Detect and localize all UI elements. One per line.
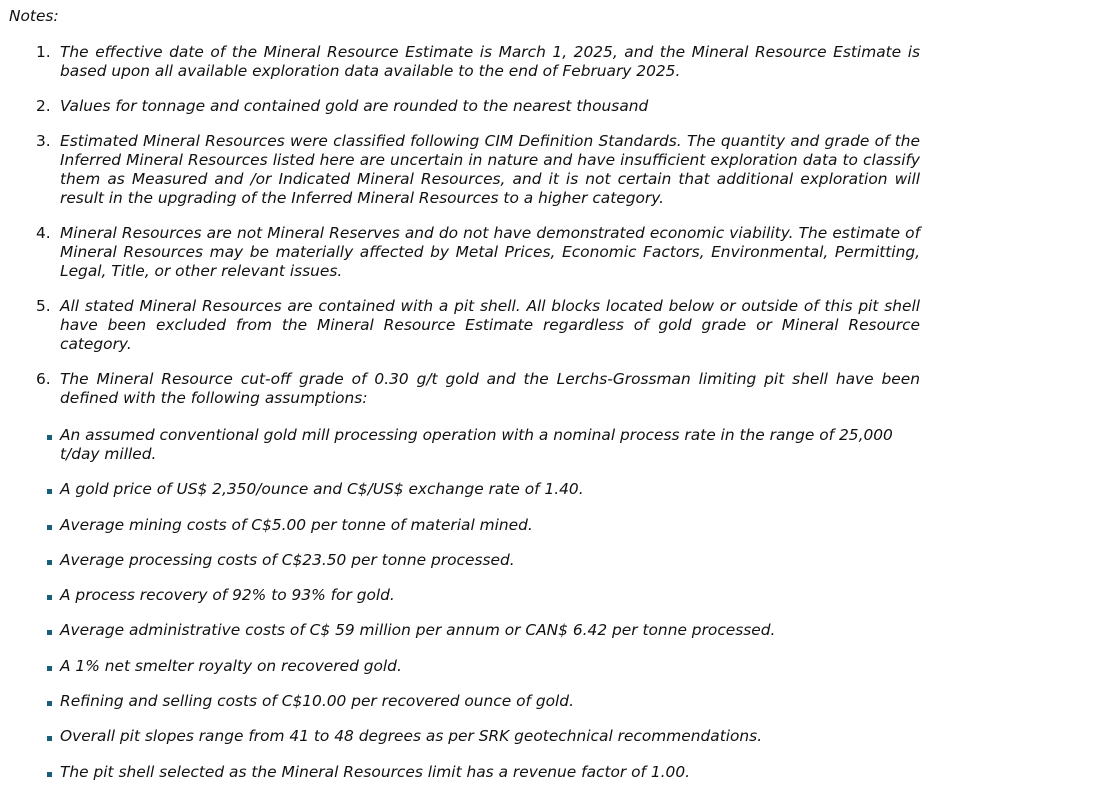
note-number: 4. [36, 224, 51, 242]
square-bullet-icon [47, 489, 52, 494]
note-text: The effective date of the Mineral Resource Estimate is March 1, 2025, and the Mineral Resource Estimate is based upon all available exploration data available to the end of February 2025. [60, 43, 920, 80]
note-item-1 [36, 43, 920, 81]
square-bullet-icon [47, 666, 52, 671]
assumption-text: Overall pit slopes range from 41 to 48 degrees as per SRK geotechnical recommendations. [60, 727, 763, 746]
assumption-item [60, 551, 920, 570]
note-number: 1. [36, 43, 51, 61]
note-text: Estimated Mineral Resources were classified following CIM Definition Standards. The quantity and grade of the Inferred Mineral Resources listed here are uncertain in nature and have insufficient exploration data to classify them as Measured and /or Indicated Mineral Resources, and it is not certain that additional exploration will result in the upgrading of the Inferred Mineral Resources to a higher category. [60, 132, 920, 207]
assumption-item [60, 621, 920, 640]
square-bullet-icon [47, 525, 52, 530]
assumption-item [60, 480, 920, 499]
note-item-6 [36, 370, 920, 408]
assumption-text: A process recovery of 92% to 93% for gold. [60, 586, 395, 605]
assumption-item [60, 426, 920, 464]
note-number: 2. [36, 97, 51, 115]
square-bullet-icon [47, 560, 52, 565]
square-bullet-icon [47, 595, 52, 600]
note-item-5 [36, 297, 920, 354]
note-number: 5. [36, 297, 51, 315]
note-text: The Mineral Resource cut-off grade of 0.30 g/t gold and the Lerchs-Grossman limiting pit shell have been defined with the following assumptions: [60, 370, 920, 407]
notes-heading: Notes: [9, 7, 59, 25]
assumption-text: An assumed conventional gold mill processing operation with a nominal process rate in the range of 25,000 t/day milled. [60, 426, 893, 463]
note-item-3 [36, 132, 920, 208]
assumption-item [60, 692, 920, 711]
note-item-2 [36, 97, 920, 116]
assumptions-list [60, 426, 920, 798]
assumption-text: Refining and selling costs of C$10.00 per recovered ounce of gold. [60, 692, 574, 711]
square-bullet-icon [47, 736, 52, 741]
note-item-4 [36, 224, 920, 281]
assumption-text: Average processing costs of C$23.50 per tonne processed. [60, 550, 515, 569]
assumption-text: A gold price of US$ 2,350/ounce and C$/US$ exchange rate of 1.40. [60, 480, 584, 499]
square-bullet-icon [47, 701, 52, 706]
numbered-notes-list [36, 43, 920, 424]
assumption-text: A 1% net smelter royalty on recovered gold. [60, 656, 402, 675]
note-number: 6. [36, 370, 51, 388]
assumption-text: Average mining costs of C$5.00 per tonne of material mined. [60, 515, 533, 534]
assumption-item [60, 727, 920, 746]
assumption-item [60, 516, 920, 535]
assumption-text: Average administrative costs of C$ 59 million per annum or CAN$ 6.42 per tonne processed. [60, 621, 776, 640]
square-bullet-icon [47, 772, 52, 777]
assumption-text: The pit shell selected as the Mineral Resources limit has a revenue factor of 1.00. [60, 762, 691, 781]
square-bullet-icon [47, 630, 52, 635]
note-text: Values for tonnage and contained gold are rounded to the nearest thousand [60, 97, 649, 115]
assumption-item [60, 657, 920, 676]
note-text: Mineral Resources are not Mineral Reserves and do not have demonstrated economic viability. The estimate of Mineral Resources may be materially affected by Metal Prices, Economic Factors, Environmental, Permitting, Legal, Title, or other relevant issues. [60, 224, 920, 280]
assumption-item [60, 763, 920, 782]
note-text: All stated Mineral Resources are contained with a pit shell. All blocks located below or outside of this pit shell have been excluded from the Mineral Resource Estimate regardless of gold grade or Mineral Resource category. [60, 297, 920, 353]
note-number: 3. [36, 132, 51, 150]
square-bullet-icon [47, 435, 52, 440]
assumption-item [60, 586, 920, 605]
